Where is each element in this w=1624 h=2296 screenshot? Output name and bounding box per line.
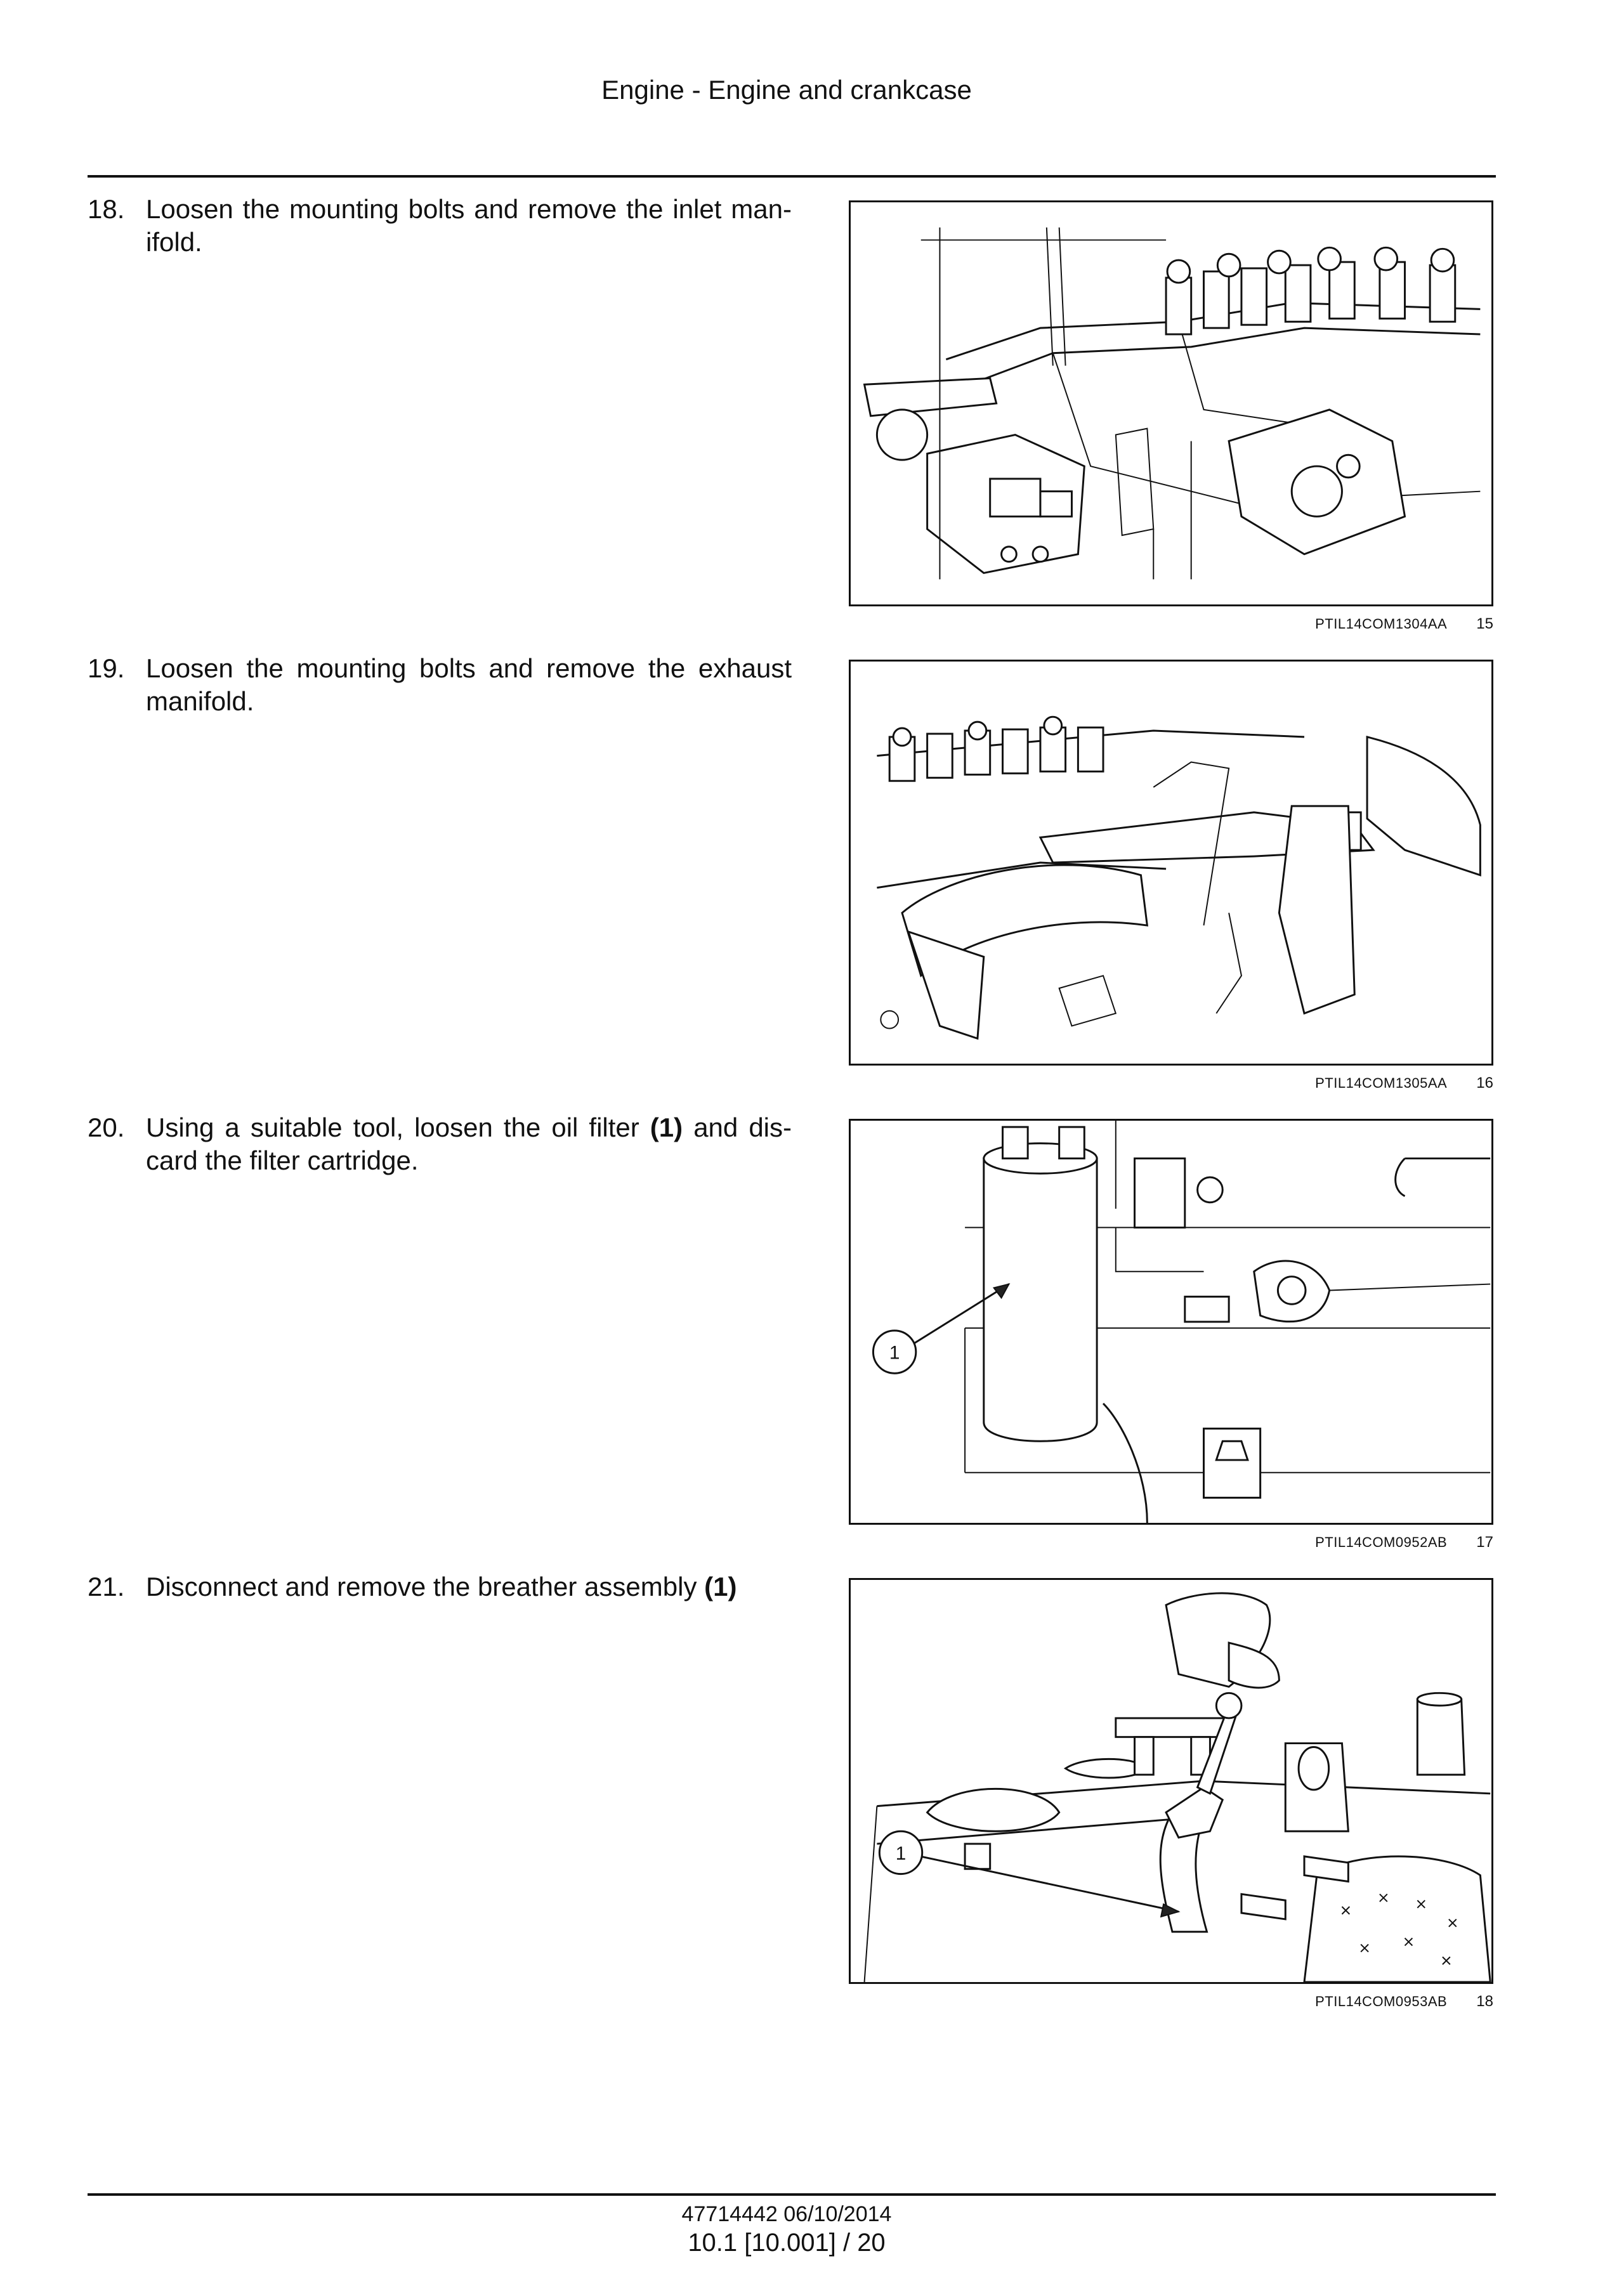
figure-number: 15 <box>1476 615 1493 632</box>
inlet-manifold-illustration <box>851 202 1491 604</box>
step-number: 21. <box>88 1572 125 1601</box>
page-header-title: Engine - Engine and crankcase <box>601 75 972 105</box>
exhaust-manifold-illustration <box>851 662 1491 1064</box>
figure-oil-filter <box>849 1119 1493 1525</box>
footer-rule <box>88 2193 1496 2196</box>
figure-caption <box>849 1993 1493 2011</box>
step-text-part: and dis-card the filter cartridge. <box>146 1112 792 1175</box>
oil-filter-illustration <box>851 1121 1491 1523</box>
figure-caption <box>849 615 1493 633</box>
figure-code: PTIL14COM1305AA <box>1315 1075 1448 1091</box>
step-number: 18. <box>88 194 125 224</box>
figure-caption <box>849 1074 1493 1092</box>
step-19 <box>88 652 792 718</box>
step-text <box>146 1570 792 1603</box>
step-text <box>146 1111 792 1177</box>
step-18 <box>88 193 792 259</box>
step-number: 19. <box>88 653 125 683</box>
step-text-part: Disconnect and remove the breather assembly <box>146 1572 705 1601</box>
figure-number: 17 <box>1476 1534 1493 1551</box>
figure-code: PTIL14COM1304AA <box>1315 616 1448 632</box>
step-text-part: Using a suitable tool, loosen the oil filter <box>146 1112 650 1142</box>
breather-assembly-illustration <box>851 1580 1491 1982</box>
figure-code: PTIL14COM0952AB <box>1315 1534 1448 1550</box>
callout-reference: (1) <box>650 1112 683 1142</box>
footer-doc-ref: 47714442 06/10/2014 <box>681 2202 892 2226</box>
figure-breather-assembly <box>849 1578 1493 1984</box>
figure-caption <box>849 1534 1493 1551</box>
figure-code: PTIL14COM0953AB <box>1315 1993 1448 2009</box>
figure-inlet-manifold <box>849 200 1493 606</box>
callout-number: 1 <box>889 1342 900 1364</box>
step-21 <box>88 1570 792 1603</box>
step-20 <box>88 1111 792 1177</box>
step-text: Loosen the mounting bolts and remove the inlet man-ifold. <box>146 194 792 257</box>
figure-number: 18 <box>1476 1993 1493 2010</box>
step-text: Loosen the mounting bolts and remove the exhaust manifold. <box>146 653 792 716</box>
callout-reference: (1) <box>704 1572 737 1601</box>
step-number: 20. <box>88 1112 125 1142</box>
footer-page-number: 10.1 [10.001] / 20 <box>688 2229 886 2257</box>
callout-number: 1 <box>895 1843 907 1864</box>
figure-exhaust-manifold <box>849 660 1493 1066</box>
figure-number: 16 <box>1476 1074 1493 1092</box>
header-rule <box>88 175 1496 178</box>
